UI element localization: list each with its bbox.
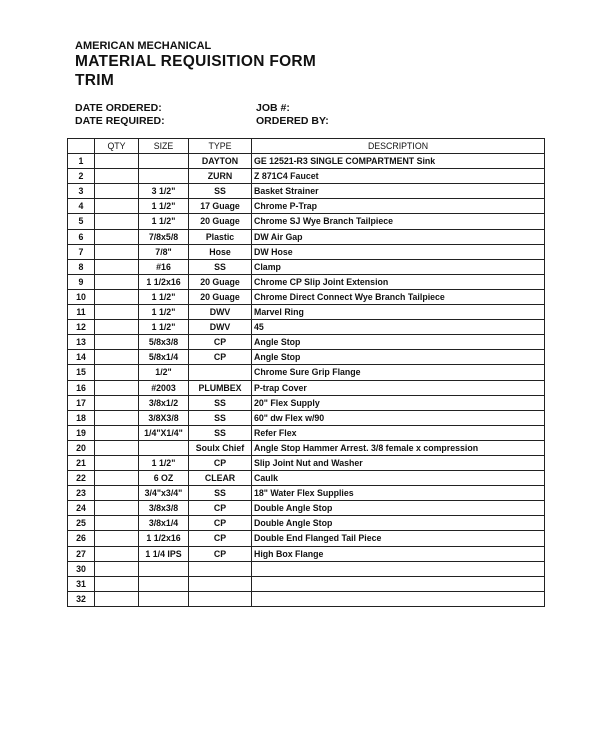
row-number: 19 — [68, 425, 95, 440]
size-cell: 3/8x1/4 — [139, 516, 189, 531]
size-cell: 7/8x5/8 — [139, 229, 189, 244]
table-row — [68, 591, 545, 606]
description-cell: Double Angle Stop — [252, 501, 545, 516]
qty-cell — [95, 561, 139, 576]
row-number: 17 — [68, 395, 95, 410]
row-number: 11 — [68, 305, 95, 320]
qty-cell — [95, 320, 139, 335]
row-number: 22 — [68, 471, 95, 486]
qty-cell — [95, 471, 139, 486]
size-cell — [139, 561, 189, 576]
table-row — [68, 501, 545, 516]
table-row — [68, 184, 545, 199]
description-cell — [252, 561, 545, 576]
qty-cell — [95, 546, 139, 561]
row-number: 6 — [68, 229, 95, 244]
row-number: 18 — [68, 410, 95, 425]
type-cell: SS — [189, 184, 252, 199]
row-number: 5 — [68, 214, 95, 229]
col-header-size: SIZE — [139, 139, 189, 154]
description-cell: Angle Stop — [252, 335, 545, 350]
row-number: 16 — [68, 380, 95, 395]
qty-cell — [95, 531, 139, 546]
row-number: 3 — [68, 184, 95, 199]
description-cell — [252, 591, 545, 606]
qty-cell — [95, 516, 139, 531]
col-header-description: DESCRIPTION — [252, 139, 545, 154]
job-number-label: JOB #: — [256, 102, 290, 114]
qty-cell — [95, 169, 139, 184]
description-cell: Chrome Sure Grip Flange — [252, 365, 545, 380]
qty-cell — [95, 365, 139, 380]
qty-cell — [95, 395, 139, 410]
qty-cell — [95, 576, 139, 591]
size-cell: 1 1/2" — [139, 320, 189, 335]
row-number: 27 — [68, 546, 95, 561]
table-row — [68, 320, 545, 335]
type-cell: SS — [189, 259, 252, 274]
table-row — [68, 305, 545, 320]
qty-cell — [95, 591, 139, 606]
type-cell: SS — [189, 486, 252, 501]
description-cell: Refer Flex — [252, 425, 545, 440]
type-cell: CLEAR — [189, 471, 252, 486]
col-header-qty: QTY — [95, 139, 139, 154]
description-cell: Slip Joint Nut and Washer — [252, 455, 545, 470]
size-cell — [139, 591, 189, 606]
date-ordered-label: DATE ORDERED: — [75, 102, 162, 114]
company-name: AMERICAN MECHANICAL — [75, 40, 212, 52]
type-cell: 20 Guage — [189, 289, 252, 304]
description-cell: High Box Flange — [252, 546, 545, 561]
description-cell: Marvel Ring — [252, 305, 545, 320]
row-number: 10 — [68, 289, 95, 304]
type-cell — [189, 561, 252, 576]
table-row — [68, 350, 545, 365]
col-header-type: TYPE — [189, 139, 252, 154]
type-cell: 17 Guage — [189, 199, 252, 214]
table-row — [68, 169, 545, 184]
table-row — [68, 274, 545, 289]
table-row — [68, 289, 545, 304]
type-cell: ZURN — [189, 169, 252, 184]
form-title-line2: TRIM — [75, 72, 115, 89]
table-row — [68, 425, 545, 440]
table-row — [68, 576, 545, 591]
type-cell — [189, 576, 252, 591]
description-cell: Angle Stop — [252, 350, 545, 365]
table-row — [68, 259, 545, 274]
size-cell — [139, 154, 189, 169]
row-number: 14 — [68, 350, 95, 365]
table-row — [68, 365, 545, 380]
type-cell: SS — [189, 395, 252, 410]
row-number: 32 — [68, 591, 95, 606]
type-cell: SS — [189, 410, 252, 425]
table-row — [68, 440, 545, 455]
form-title-line1: MATERIAL REQUISITION FORM — [75, 53, 317, 70]
size-cell: 3/8x3/8 — [139, 501, 189, 516]
type-cell: SS — [189, 425, 252, 440]
description-cell: Double Angle Stop — [252, 516, 545, 531]
type-cell: 20 Guage — [189, 274, 252, 289]
type-cell: 20 Guage — [189, 214, 252, 229]
qty-cell — [95, 305, 139, 320]
type-cell: CP — [189, 335, 252, 350]
type-cell: Hose — [189, 244, 252, 259]
type-cell: PLUMBEX — [189, 380, 252, 395]
row-number: 30 — [68, 561, 95, 576]
qty-cell — [95, 350, 139, 365]
size-cell: 1 1/2x16 — [139, 274, 189, 289]
type-cell: DWV — [189, 305, 252, 320]
table-row — [68, 229, 545, 244]
qty-cell — [95, 199, 139, 214]
size-cell: 1 1/4 IPS — [139, 546, 189, 561]
description-cell: DW Air Gap — [252, 229, 545, 244]
size-cell: 5/8x3/8 — [139, 335, 189, 350]
table-row — [68, 516, 545, 531]
qty-cell — [95, 244, 139, 259]
table-row — [68, 214, 545, 229]
description-cell: Angle Stop Hammer Arrest. 3/8 female x compression — [252, 440, 545, 455]
requisition-table — [67, 138, 545, 607]
qty-cell — [95, 184, 139, 199]
qty-cell — [95, 410, 139, 425]
size-cell: 1 1/2" — [139, 455, 189, 470]
description-cell: Basket Strainer — [252, 184, 545, 199]
qty-cell — [95, 455, 139, 470]
type-cell: CP — [189, 350, 252, 365]
row-number: 26 — [68, 531, 95, 546]
table-row — [68, 546, 545, 561]
ordered-by-label: ORDERED BY: — [256, 115, 329, 127]
description-cell: Clamp — [252, 259, 545, 274]
type-cell: DAYTON — [189, 154, 252, 169]
description-cell: 45 — [252, 320, 545, 335]
type-cell: Soulx Chief — [189, 440, 252, 455]
description-cell: Chrome Direct Connect Wye Branch Tailpiece — [252, 289, 545, 304]
table-row — [68, 395, 545, 410]
description-cell: DW Hose — [252, 244, 545, 259]
description-cell: Caulk — [252, 471, 545, 486]
row-number: 12 — [68, 320, 95, 335]
table-row — [68, 471, 545, 486]
qty-cell — [95, 501, 139, 516]
qty-cell — [95, 335, 139, 350]
description-cell: Chrome P-Trap — [252, 199, 545, 214]
size-cell: 3 1/2" — [139, 184, 189, 199]
row-number: 1 — [68, 154, 95, 169]
table-row — [68, 531, 545, 546]
description-cell: GE 12521-R3 SINGLE COMPARTMENT Sink — [252, 154, 545, 169]
row-number: 7 — [68, 244, 95, 259]
row-number: 31 — [68, 576, 95, 591]
description-cell: Chrome CP Slip Joint Extension — [252, 274, 545, 289]
description-cell: Chrome SJ Wye Branch Tailpiece — [252, 214, 545, 229]
table-row — [68, 199, 545, 214]
table-row — [68, 244, 545, 259]
row-number: 21 — [68, 455, 95, 470]
size-cell: 3/4"x3/4" — [139, 486, 189, 501]
row-number: 2 — [68, 169, 95, 184]
description-cell: 60" dw Flex w/90 — [252, 410, 545, 425]
qty-cell — [95, 154, 139, 169]
size-cell: 3/8X3/8 — [139, 410, 189, 425]
size-cell: #16 — [139, 259, 189, 274]
row-number: 4 — [68, 199, 95, 214]
size-cell: 1 1/2" — [139, 305, 189, 320]
table-row — [68, 410, 545, 425]
type-cell: CP — [189, 531, 252, 546]
table-row — [68, 154, 545, 169]
description-cell: 18" Water Flex Supplies — [252, 486, 545, 501]
qty-cell — [95, 289, 139, 304]
size-cell — [139, 440, 189, 455]
description-cell — [252, 576, 545, 591]
size-cell: 6 OZ — [139, 471, 189, 486]
type-cell: CP — [189, 501, 252, 516]
size-cell: 5/8x1/4 — [139, 350, 189, 365]
type-cell: CP — [189, 516, 252, 531]
type-cell — [189, 591, 252, 606]
qty-cell — [95, 380, 139, 395]
type-cell — [189, 365, 252, 380]
type-cell: Plastic — [189, 229, 252, 244]
row-number: 25 — [68, 516, 95, 531]
size-cell: 1 1/2" — [139, 199, 189, 214]
description-cell: P-trap Cover — [252, 380, 545, 395]
table-row — [68, 380, 545, 395]
row-number: 24 — [68, 501, 95, 516]
qty-cell — [95, 229, 139, 244]
size-cell: #2003 — [139, 380, 189, 395]
size-cell — [139, 169, 189, 184]
date-required-label: DATE REQUIRED: — [75, 115, 165, 127]
table-row — [68, 486, 545, 501]
row-number: 8 — [68, 259, 95, 274]
size-cell: 1/2" — [139, 365, 189, 380]
description-cell: Z 871C4 Faucet — [252, 169, 545, 184]
size-cell: 3/8x1/2 — [139, 395, 189, 410]
qty-cell — [95, 486, 139, 501]
table-row — [68, 561, 545, 576]
form-title — [75, 52, 316, 90]
table-row — [68, 335, 545, 350]
row-number: 15 — [68, 365, 95, 380]
row-number: 20 — [68, 440, 95, 455]
size-cell — [139, 576, 189, 591]
size-cell: 7/8" — [139, 244, 189, 259]
table-header-row — [68, 139, 545, 154]
type-cell: CP — [189, 546, 252, 561]
type-cell: DWV — [189, 320, 252, 335]
qty-cell — [95, 274, 139, 289]
size-cell: 1 1/2" — [139, 214, 189, 229]
description-cell: 20" Flex Supply — [252, 395, 545, 410]
row-number: 13 — [68, 335, 95, 350]
qty-cell — [95, 259, 139, 274]
size-cell: 1/4"X1/4" — [139, 425, 189, 440]
qty-cell — [95, 214, 139, 229]
row-number: 23 — [68, 486, 95, 501]
qty-cell — [95, 425, 139, 440]
description-cell: Double End Flanged Tail Piece — [252, 531, 545, 546]
qty-cell — [95, 440, 139, 455]
size-cell: 1 1/2x16 — [139, 531, 189, 546]
table-row — [68, 455, 545, 470]
type-cell: CP — [189, 455, 252, 470]
row-number: 9 — [68, 274, 95, 289]
col-header-number — [68, 139, 95, 154]
size-cell: 1 1/2" — [139, 289, 189, 304]
